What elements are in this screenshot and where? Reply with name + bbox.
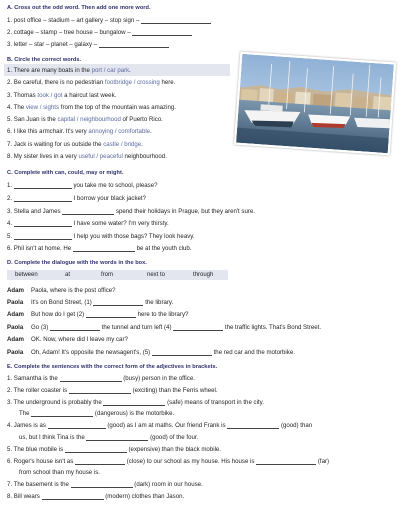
word-next-to: next to	[147, 271, 166, 278]
section-b-title: B. Circle the correct words.	[7, 57, 82, 63]
secE-item-3b: The (dangerous) is the motorbike.	[19, 410, 175, 417]
secC-item-2: 2. I borrow your black jacket?	[7, 195, 146, 202]
secE-item-2: 2. The roller coaster is (exciting) than the Ferris wheel.	[7, 387, 218, 394]
secE-item-4: 4. James is as (good) as I am at maths. Our friend Frank is (good) than	[7, 422, 313, 429]
secE-item-6b: from school than my house is.	[19, 469, 100, 476]
section-e-title: E. Complete the sentences with the correct form of the adjectives in brackets.	[7, 364, 218, 370]
secC-item-6: 6. Phil isn't at home. He be at the youth club.	[7, 245, 192, 252]
word-from: from	[101, 271, 113, 278]
secB-item-4: 4. The view / sights from the top of the mountain was amazing.	[7, 104, 176, 111]
section-d-title: D. Complete the dialogue with the words in the box.	[7, 260, 147, 266]
word-between: between	[15, 271, 38, 278]
secE-item-8: 8. Bill wears (modern) clothes than Jason.	[7, 493, 185, 500]
word-box	[7, 270, 228, 280]
dialogue-line-2: Paola It's on Bond Street, (1) the library.	[7, 299, 174, 306]
secB-item-7: 7. Jack is waiting for us outside the castle / bridge.	[7, 141, 143, 148]
secB-item-5: 5. San Juan is the capital / neighbourhood of Puerto Rico.	[7, 116, 163, 123]
secE-item-1: 1. Samantha is the (busy) person in the office.	[7, 375, 195, 382]
secE-item-3: 3. The underground is probably the (safe) means of transport in the city.	[7, 399, 264, 406]
dialogue-line-6: Paola Oh, Adam! It's opposite the newsagent's, (5) the red car and the motorbike.	[7, 349, 295, 356]
word-through: through	[193, 271, 214, 278]
dialogue-line-1: Adam Paola, where is the post office?	[7, 287, 116, 294]
secE-item-5: 5. The blue mobile is (expensive) than the black mobile.	[7, 446, 222, 453]
secA-item-1: 1. post office – stadium – art gallery – stop sign –	[7, 17, 211, 24]
secB-item-2: 2. Be careful, there is no pedestrian footbridge / crossing here.	[7, 79, 176, 86]
secE-item-7: 7. The basement is the (dark) room in our house.	[7, 481, 203, 488]
dialogue-line-5: Adam OK. Now, where did I leave my car?	[7, 336, 128, 343]
secC-item-5: 5. I help you with those bags? They look heavy.	[7, 233, 195, 240]
section-a-title: A. Cross out the odd word. Then add one more word.	[7, 5, 151, 11]
secB-item-6: 6. I like this armchair. It's very annoying / comfortable.	[7, 128, 152, 135]
dialogue-line-4: Paola Go (3) the tunnel and turn left (4) the traffic lights. That's Bond Street.	[7, 324, 322, 331]
section-c-title: C. Complete with can, could, may or might.	[7, 170, 124, 176]
word-at: at	[65, 271, 71, 278]
secA-item-2: 2. cottage – stamp – tree house – bungalow –	[7, 29, 192, 36]
harbor-scene-icon	[236, 54, 394, 153]
secB-item-8: 8. My sister lives in a very useful / peaceful neighbourhood.	[7, 153, 167, 160]
secB-item-1: 1. There are many boats in the port / car park.	[7, 67, 131, 74]
secC-item-4: 4. I have some water? I'm very thirsty.	[7, 220, 169, 227]
secC-item-1: 1. you take me to school, please?	[7, 182, 158, 189]
secA-item-3: 3. letter – star – planet – galaxy –	[7, 41, 169, 48]
dialogue-line-3: Adam But how do I get (2) here to the library?	[7, 311, 189, 318]
harbor-photo	[234, 52, 396, 156]
secE-item-4b: us, but I think Tina is the (good) of the four.	[19, 434, 199, 441]
secE-item-6: 6. Roger's house isn't as (close) to our school as my house. His house is (far)	[7, 458, 330, 465]
secB-item-3: 3. Thomas took / got a haircut last week.	[7, 92, 117, 99]
secC-item-3: 3. Stella and James spend their holidays in Prague, but they aren't sure.	[7, 208, 255, 215]
